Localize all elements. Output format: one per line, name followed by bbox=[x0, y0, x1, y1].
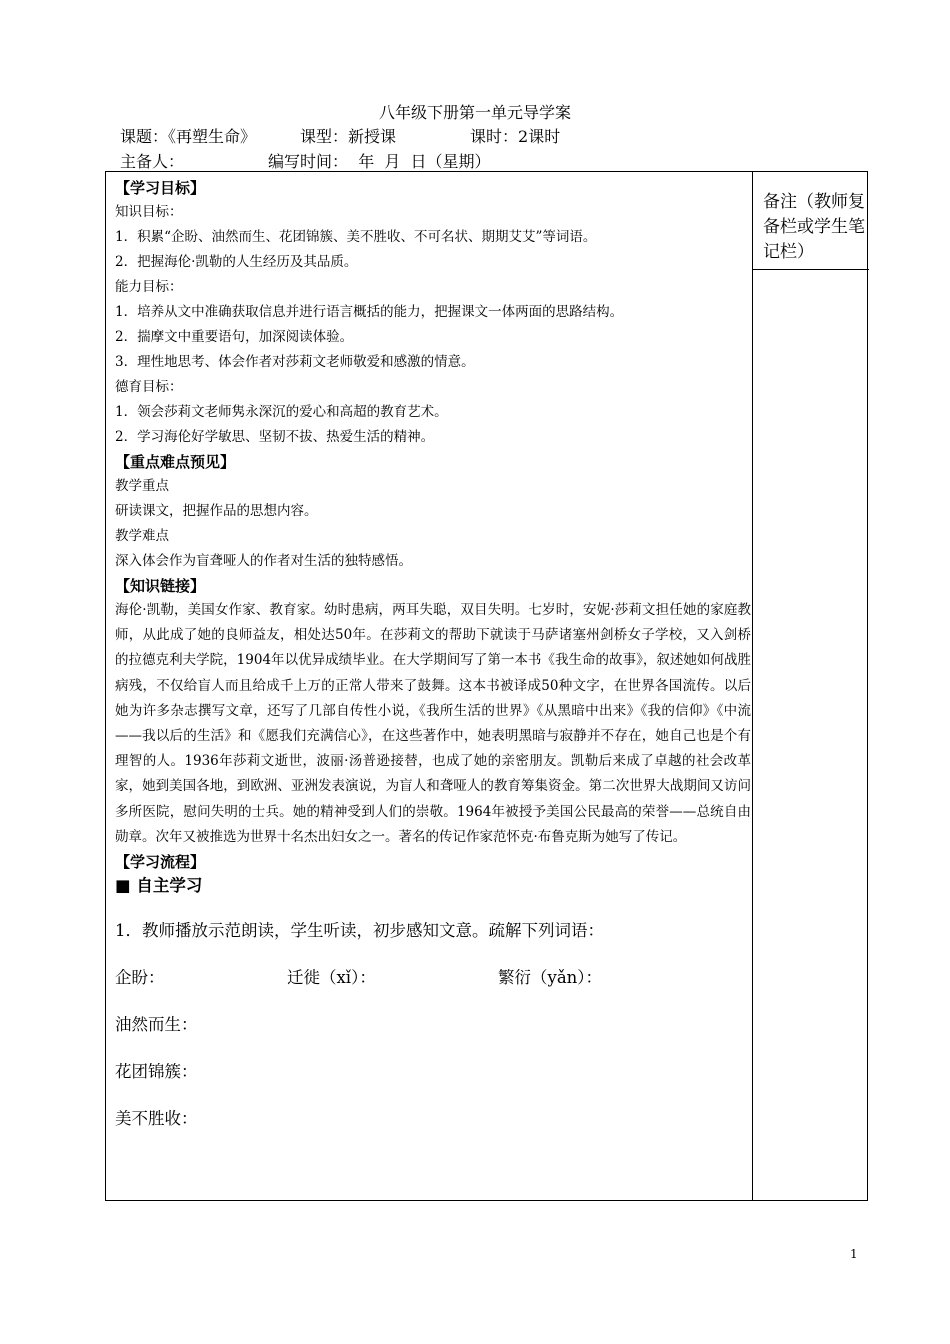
vocab-item: 美不胜收： bbox=[115, 1109, 198, 1129]
list-item: 2．揣摩文中重要语句，加深阅读体验。 bbox=[115, 329, 354, 345]
lesson-table bbox=[105, 171, 868, 1201]
vocab-item: 花团锦簇： bbox=[115, 1062, 198, 1082]
remark-divider bbox=[753, 269, 869, 270]
knowledge-link-text: 海伦·凯勒，美国女作家、教育家。幼时患病，两耳失聪，双目失明。七岁时，安妮·莎莉文担任她的家庭教师，从此成了她的良师益友，相处达50年。在莎莉文的帮助下就读于马萨诸塞州剑桥女子学校，又入剑桥的拉德克利夫学院，1904年以优异成绩毕业。在大学期间写了第一本书《我生命的故事》，叙述她如何战胜病残，不仅给盲人而且给成千上万的正常人带来了鼓舞。这本书被译成50种文字，在世界各国流传。以后她为许多杂志撰写文章，还写了几部自传性小说，《我所生活的世界》《从黑暗中出来》《我的信仰》《中流——我以后的生活》和《愿我们充满信心》，在这些著作中，她表明黑暗与寂静并不存在，她自己也是个有理智的人。1936年莎莉文逝世，波丽·汤普逊接替，也成了她的亲密朋友。凯勒后来成了卓越的社会改革家，她到美国各地，到欧洲、亚洲发表演说，为盲人和聋哑人的教育筹集资金。第二次世界大战期间又访问多所医院，慰问失明的士兵。她的精神受到人们的崇敬。1964年被授予美国公民最高的荣誉——总统自由勋章。次年又被推选为世界十名杰出妇女之一。著名的传记作家范怀克·布鲁克斯为她写了传记。 bbox=[115, 602, 751, 845]
list-item: 1．培养从文中准确获取信息并进行语言概括的能力，把握课文一体两面的思路结构。 bbox=[115, 304, 624, 320]
main-content bbox=[115, 176, 751, 1129]
vocab-item: 企盼： bbox=[115, 968, 165, 988]
self-study-heading: ■ 自主学习 bbox=[115, 876, 203, 896]
topic: 课题：《再塑生命》 bbox=[120, 127, 257, 146]
knowledge-label: 知识目标： bbox=[115, 204, 183, 220]
list-item: 2．学习海伦好学敏思、坚韧不拔、热爱生活的精神。 bbox=[115, 429, 435, 445]
vocab-row bbox=[115, 964, 751, 988]
vocab-item: 繁衍（yǎn）： bbox=[498, 968, 603, 988]
focus-text: 研读课文，把握作品的思想内容。 bbox=[115, 503, 318, 519]
difficulty-label: 教学难点 bbox=[115, 528, 169, 544]
list-item: 1．领会莎莉文老师隽永深沉的爱心和高超的教育艺术。 bbox=[115, 404, 448, 420]
author-info-line bbox=[120, 149, 491, 172]
page-number: 1 bbox=[850, 1247, 858, 1261]
list-item: 3．理性地思考、体会作者对莎莉文老师敬爱和感激的情意。 bbox=[115, 354, 475, 370]
compile-time: 编写时间： 年 月 日（星期） bbox=[268, 152, 491, 171]
moral-label: 德育目标： bbox=[115, 379, 183, 395]
preparer: 主备人： bbox=[120, 152, 185, 171]
process-heading: 【学习流程】 bbox=[115, 853, 206, 872]
lesson-type: 课型：新授课 bbox=[300, 127, 397, 146]
list-item: 2．把握海伦·凯勒的人生经历及其品质。 bbox=[115, 254, 358, 270]
vocab-item: 油然而生： bbox=[115, 1015, 198, 1035]
focus-label: 教学重点 bbox=[115, 478, 169, 494]
task-instruction: 1．教师播放示范朗读，学生听读，初步感知文意。疏解下列词语： bbox=[115, 921, 604, 941]
ability-label: 能力目标： bbox=[115, 279, 183, 295]
objectives-heading: 【学习目标】 bbox=[115, 179, 206, 197]
list-item: 1．积累“企盼、油然而生、花团锦簇、美不胜收、不可名状、期期艾艾”等词语。 bbox=[115, 229, 597, 245]
difficulty-text: 深入体会作为盲聋哑人的作者对生活的独特感悟。 bbox=[115, 553, 412, 569]
vocab-item: 迁徙（xǐ）： bbox=[287, 968, 376, 988]
knowledge-link-heading: 【知识链接】 bbox=[115, 577, 206, 595]
column-divider bbox=[752, 172, 753, 1200]
page-title: 八年级下册第一单元导学案 bbox=[378, 103, 571, 122]
lesson-hours: 课时：2课时 bbox=[470, 127, 561, 146]
key-points-heading: 【重点难点预见】 bbox=[115, 453, 236, 471]
remark-column-header: 备注（教师复备栏或学生笔记栏） bbox=[763, 192, 865, 262]
lesson-info-line bbox=[120, 124, 560, 147]
